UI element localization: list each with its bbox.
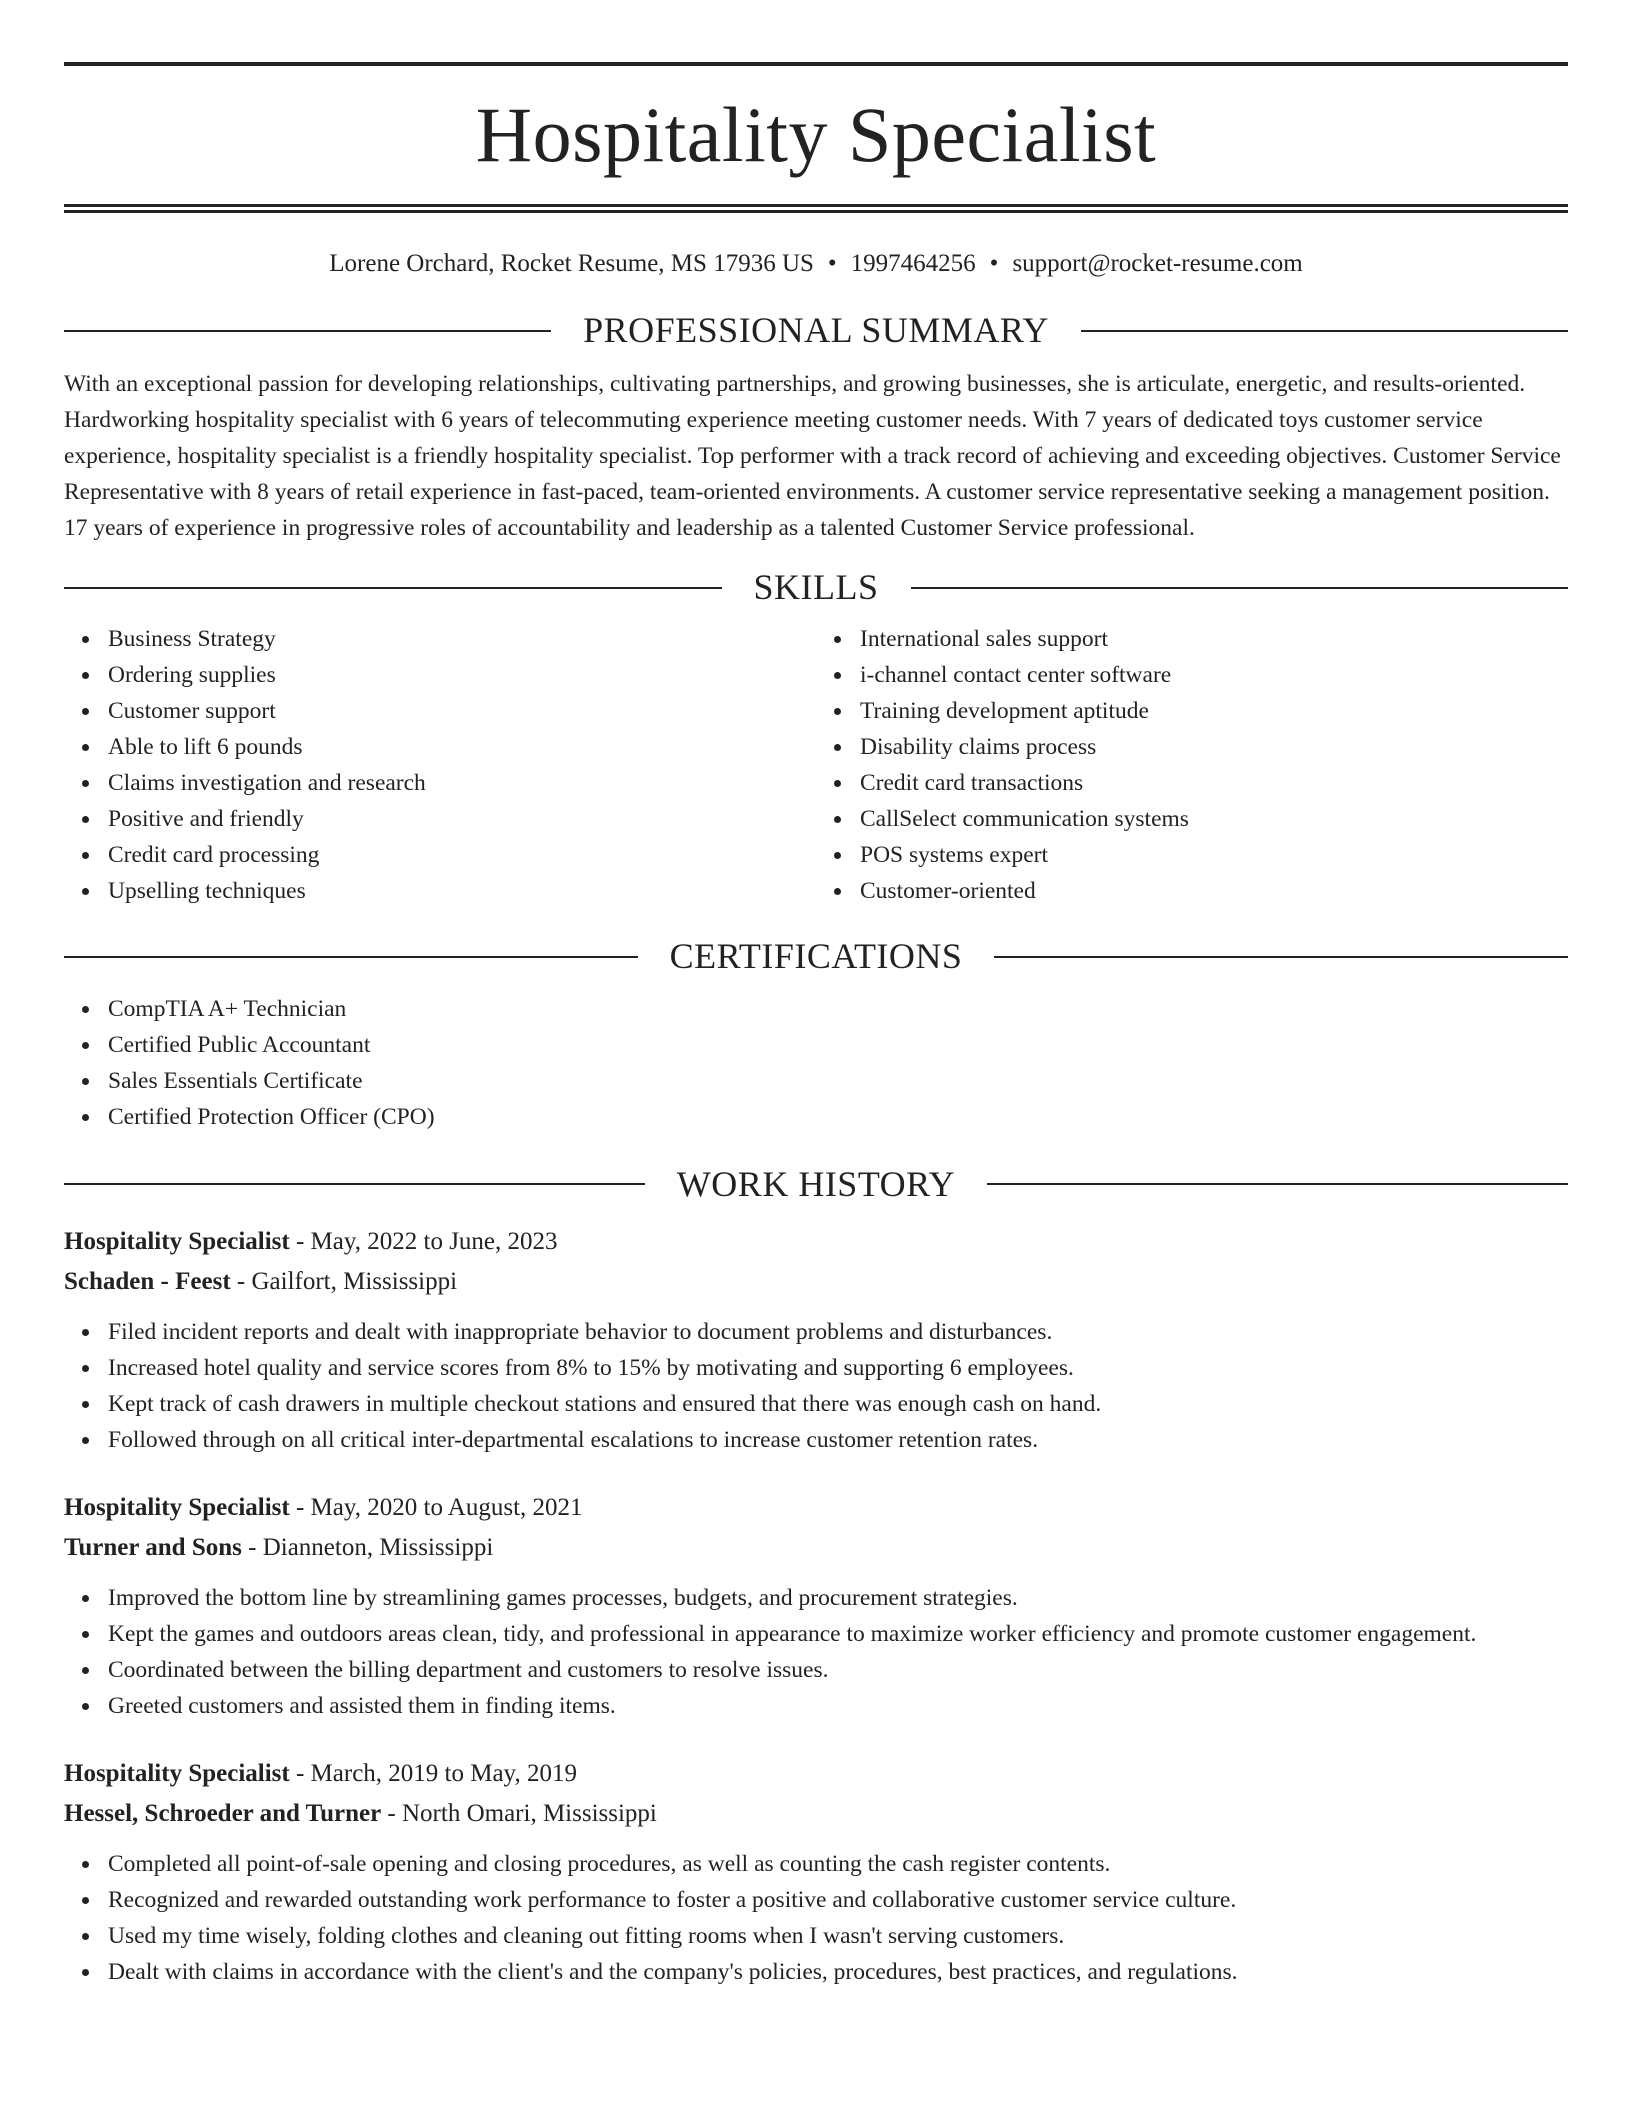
skill-item: Claims investigation and research (108, 765, 816, 801)
job-title: Hospitality Specialist (64, 1227, 290, 1255)
contact-email: support@rocket-resume.com (1012, 250, 1303, 277)
job-bullet: Followed through on all critical inter-departmental escalations to increase customer retention rates. (108, 1422, 1568, 1458)
job-bullet: Increased hotel quality and service scores from 8% to 15% by motivating and supporting 6 employees. (108, 1350, 1568, 1386)
top-rule (64, 62, 1568, 66)
skill-item: Business Strategy (108, 621, 816, 657)
skill-item: CallSelect communication systems (860, 801, 1568, 837)
summary-heading: PROFESSIONAL SUMMARY (583, 310, 1049, 350)
job-entry (64, 1222, 1568, 1458)
section-rule (1081, 330, 1568, 332)
job-bullet: Greeted customers and assisted them in finding items. (108, 1688, 1568, 1724)
job-company-line (64, 1262, 1568, 1302)
skills-heading: SKILLS (753, 567, 879, 608)
section-rule (987, 1183, 1568, 1185)
job-location: - North Omari, Mississippi (381, 1799, 657, 1827)
section-rule (64, 956, 638, 958)
job-company-line (64, 1528, 1568, 1568)
certification-item: Certified Protection Officer (CPO) (108, 1099, 1568, 1135)
job-location: - Dianneton, Mississippi (241, 1533, 494, 1561)
skills-column-right (816, 621, 1568, 909)
job-title-line (64, 1488, 1568, 1528)
job-bullet: Used my time wisely, folding clothes and cleaning out fitting rooms when I wasn't serving customers. (108, 1918, 1568, 1954)
skill-item: POS systems expert (860, 837, 1568, 873)
skill-item: Ordering supplies (108, 657, 816, 693)
job-bullet: Kept track of cash drawers in multiple checkout stations and ensured that there was enough cash on hand. (108, 1386, 1568, 1422)
skill-item: Able to lift 6 pounds (108, 729, 816, 765)
contact-address: Lorene Orchard, Rocket Resume, MS 17936 US (329, 250, 814, 277)
skill-item: Customer-oriented (860, 873, 1568, 909)
section-rule (64, 330, 551, 332)
certifications-heading: CERTIFICATIONS (669, 936, 963, 977)
job-title-line (64, 1222, 1568, 1262)
job-bullet: Coordinated between the billing department and customers to resolve issues. (108, 1652, 1568, 1688)
job-dates: - March, 2019 to May, 2019 (289, 1759, 577, 1787)
skill-item: International sales support (860, 621, 1568, 657)
work-history-section-header (64, 1163, 1568, 1206)
job-company-line (64, 1794, 1568, 1834)
certification-item: Sales Essentials Certificate (108, 1063, 1568, 1099)
job-company: Hessel, Schroeder and Turner (64, 1799, 382, 1827)
job-dates: - May, 2022 to June, 2023 (289, 1227, 558, 1255)
job-company: Schaden - Feest (64, 1267, 231, 1295)
skill-item: Credit card transactions (860, 765, 1568, 801)
job-company: Turner and Sons (64, 1533, 242, 1561)
certification-item: CompTIA A+ Technician (108, 991, 1568, 1027)
job-bullet: Kept the games and outdoors areas clean, tidy, and professional in appearance to maximize worker efficiency and promote customer engagement. (108, 1616, 1568, 1652)
job-bullet: Improved the bottom line by streamlining games processes, budgets, and procurement strategies. (108, 1580, 1568, 1616)
job-entry (64, 1488, 1568, 1724)
contact-line (64, 249, 1568, 279)
skill-item: Customer support (108, 693, 816, 729)
summary-section-header (64, 309, 1568, 352)
contact-phone: 1997464256 (850, 250, 976, 277)
skills-list (64, 621, 1568, 909)
skill-item: Positive and friendly (108, 801, 816, 837)
section-rule (994, 956, 1568, 958)
job-bullet: Recognized and rewarded outstanding work performance to foster a positive and collaborative customer service culture. (108, 1882, 1568, 1918)
skill-item: Disability claims process (860, 729, 1568, 765)
job-dates: - May, 2020 to August, 2021 (289, 1493, 583, 1521)
contact-separator: • (989, 250, 999, 277)
title-double-rule (64, 204, 1568, 213)
resume-title: Hospitality Specialist (475, 91, 1157, 178)
contact-separator: • (827, 250, 837, 277)
job-bullet: Dealt with claims in accordance with the client's and the company's policies, procedures, best practices, and regulations. (108, 1954, 1568, 1990)
skill-item: i-channel contact center software (860, 657, 1568, 693)
section-rule (911, 587, 1569, 589)
job-title: Hospitality Specialist (64, 1759, 290, 1787)
section-rule (64, 587, 722, 589)
job-bullet: Completed all point-of-sale opening and closing procedures, as well as counting the cash register contents. (108, 1846, 1568, 1882)
skill-item: Upselling techniques (108, 873, 816, 909)
work-history-heading: WORK HISTORY (676, 1163, 956, 1204)
certifications-list (64, 991, 1568, 1135)
summary-text: With an exceptional passion for developing relationships, cultivating partnerships, and growing businesses, she is articulate, energetic, and results-oriented. Hardworking hospitality specialist with 6 years of telecommuting experience meeting customer needs. With 7 years of dedicated toys customer service experience, hospitality specialist is a friendly hospitality specialist. Top performer with a track record of achieving and exceeding objectives. Customer Service Representative with 8 years of retail experience in fast-paced, team-oriented environments. A customer service representative seeking a management position. 17 years of experience in progressive roles of accountability and leadership as a talented Customer Service professional. (64, 371, 1561, 542)
job-bullet: Filed incident reports and dealt with inappropriate behavior to document problems and disturbances. (108, 1314, 1568, 1350)
job-location: - Gailfort, Mississippi (230, 1267, 458, 1295)
certification-item: Certified Public Accountant (108, 1027, 1568, 1063)
job-entry (64, 1754, 1568, 1990)
skills-column-left (64, 621, 816, 909)
job-title: Hospitality Specialist (64, 1493, 290, 1521)
skill-item: Credit card processing (108, 837, 816, 873)
section-rule (64, 1183, 645, 1185)
certifications-section-header (64, 935, 1568, 978)
skill-item: Training development aptitude (860, 693, 1568, 729)
job-title-line (64, 1754, 1568, 1794)
skills-section-header (64, 566, 1568, 609)
